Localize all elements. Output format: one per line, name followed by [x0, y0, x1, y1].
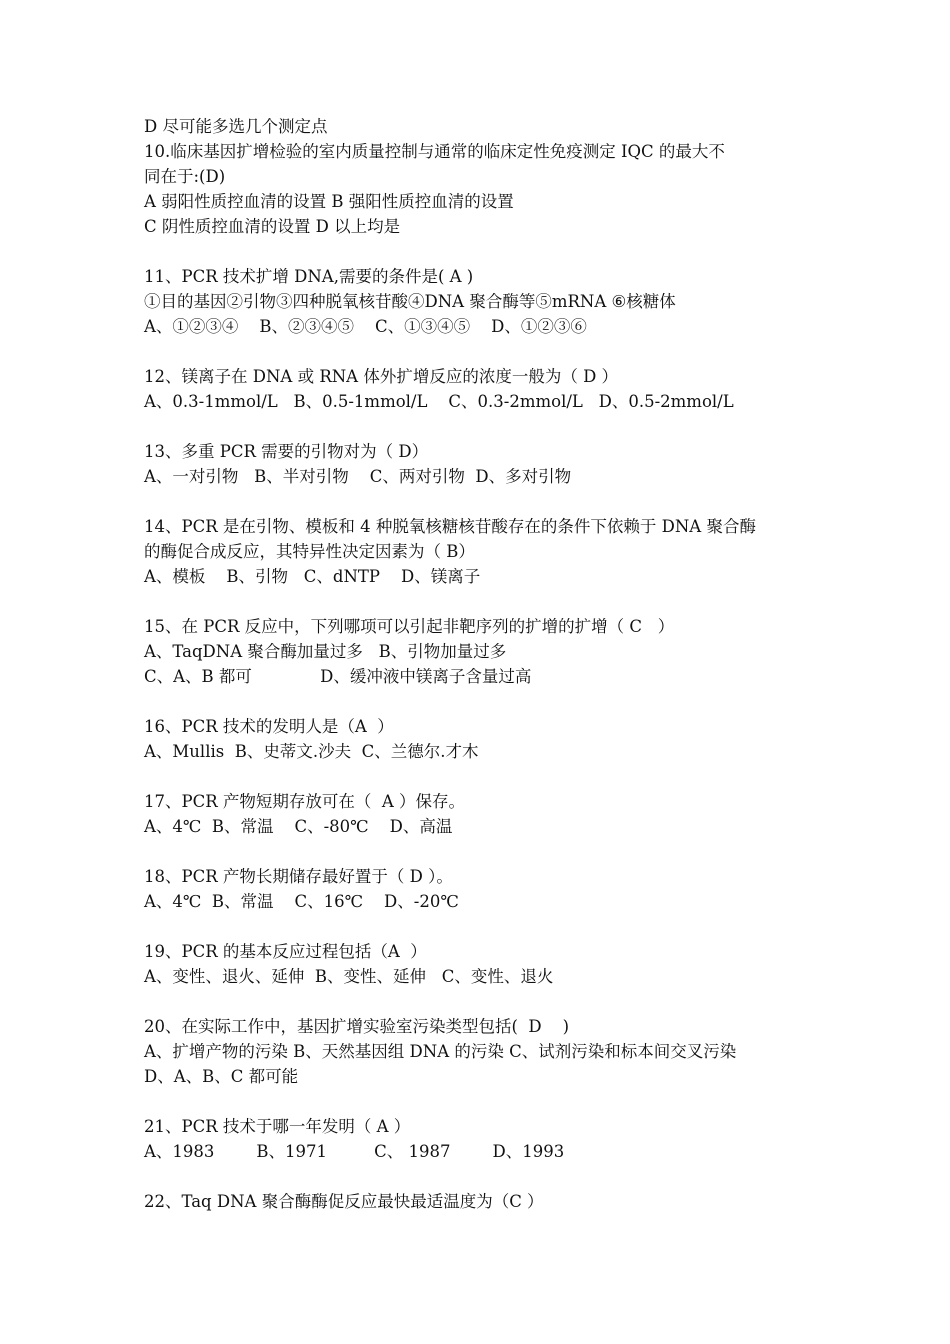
text-line: A、模板 B、引物 C、dNTP D、镁离子	[144, 567, 481, 586]
blank-line	[144, 1089, 824, 1114]
blank-line	[144, 689, 824, 714]
text-line: ①目的基因②引物③四种脱氧核苷酸④DNA 聚合酶等⑤mRNA ⑥核糖体	[144, 292, 676, 311]
blank-line	[144, 839, 824, 864]
text-line: 20、在实际工作中，基因扩增实验室污染类型包括( D )	[144, 1017, 570, 1036]
text-line: A、Mullis B、史蒂文.沙夫 C、兰德尔.才木	[144, 742, 479, 761]
text-line: 11、PCR 技术扩增 DNA,需要的条件是( A )	[144, 267, 474, 286]
text-line: A、一对引物 B、半对引物 C、两对引物 D、多对引物	[144, 467, 572, 486]
blank-line	[144, 239, 824, 264]
text-line: 13、多重 PCR 需要的引物对为（ D）	[144, 442, 429, 461]
text-line: 14、PCR 是在引物、模板和 4 种脱氧核糖核苷酸存在的条件下依赖于 DNA 聚合酶	[144, 517, 756, 536]
blank-line	[144, 989, 824, 1014]
text-line: A、TaqDNA 聚合酶加量过多 B、引物加量过多	[144, 642, 507, 661]
text-line: 10.临床基因扩增检验的室内质量控制与通常的临床定性免疫测定 IQC 的最大不	[144, 142, 725, 161]
text-line: A、1983 B、1971 C、 1987 D、1993	[144, 1142, 565, 1161]
text-line: 15、在 PCR 反应中，下列哪项可以引起非靶序列的扩增的扩增（ C ）	[144, 617, 675, 636]
text-line: 19、PCR 的基本反应过程包括（A ）	[144, 942, 427, 961]
text-line: 的酶促合成反应，其特异性决定因素为（ B）	[144, 542, 475, 561]
text-line: 18、PCR 产物长期储存最好置于（ D ）。	[144, 867, 453, 886]
text-line: D、A、B、C 都可能	[144, 1067, 299, 1086]
text-line: 22、Taq DNA 聚合酶酶促反应最快最适温度为（C ）	[144, 1192, 544, 1211]
text-line: A 弱阳性质控血清的设置 B 强阳性质控血清的设置	[144, 192, 514, 211]
text-line: A、变性、退火、延伸 B、变性、延伸 C、变性、退火	[144, 967, 554, 986]
blank-line	[144, 1164, 824, 1189]
text-line: 21、PCR 技术于哪一年发明（ A ）	[144, 1117, 411, 1136]
text-line: A、4℃ B、常温 C、16℃ D、-20℃	[144, 892, 459, 911]
blank-line	[144, 764, 824, 789]
text-line: 12、镁离子在 DNA 或 RNA 体外扩增反应的浓度一般为（ D ）	[144, 367, 619, 386]
blank-line	[144, 914, 824, 939]
text-line: 16、PCR 技术的发明人是（A ）	[144, 717, 394, 736]
blank-line	[144, 339, 824, 364]
text-line: A、4℃ B、常温 C、-80℃ D、高温	[144, 817, 453, 836]
text-line: 同在于:(D)	[144, 167, 226, 186]
text-line: A、扩增产物的污染 B、天然基因组 DNA 的污染 C、试剂污染和标本间交叉污染	[144, 1042, 737, 1061]
blank-line	[144, 414, 824, 439]
blank-line	[144, 589, 824, 614]
document-page	[144, 114, 824, 1214]
text-line: D 尽可能多选几个测定点	[144, 117, 328, 136]
text-line: A、0.3-1mmol/L B、0.5-1mmol/L C、0.3-2mmol/L D、0.5-2mmol/L	[144, 392, 734, 411]
blank-line	[144, 489, 824, 514]
text-line: C、A、B 都可 D、缓冲液中镁离子含量过高	[144, 667, 532, 686]
text-line: A、①②③④ B、②③④⑤ C、①③④⑤ D、①②③⑥	[144, 317, 587, 336]
text-line: 17、PCR 产物短期存放可在（ A ）保存。	[144, 792, 466, 811]
text-line: C 阴性质控血清的设置 D 以上均是	[144, 217, 401, 236]
